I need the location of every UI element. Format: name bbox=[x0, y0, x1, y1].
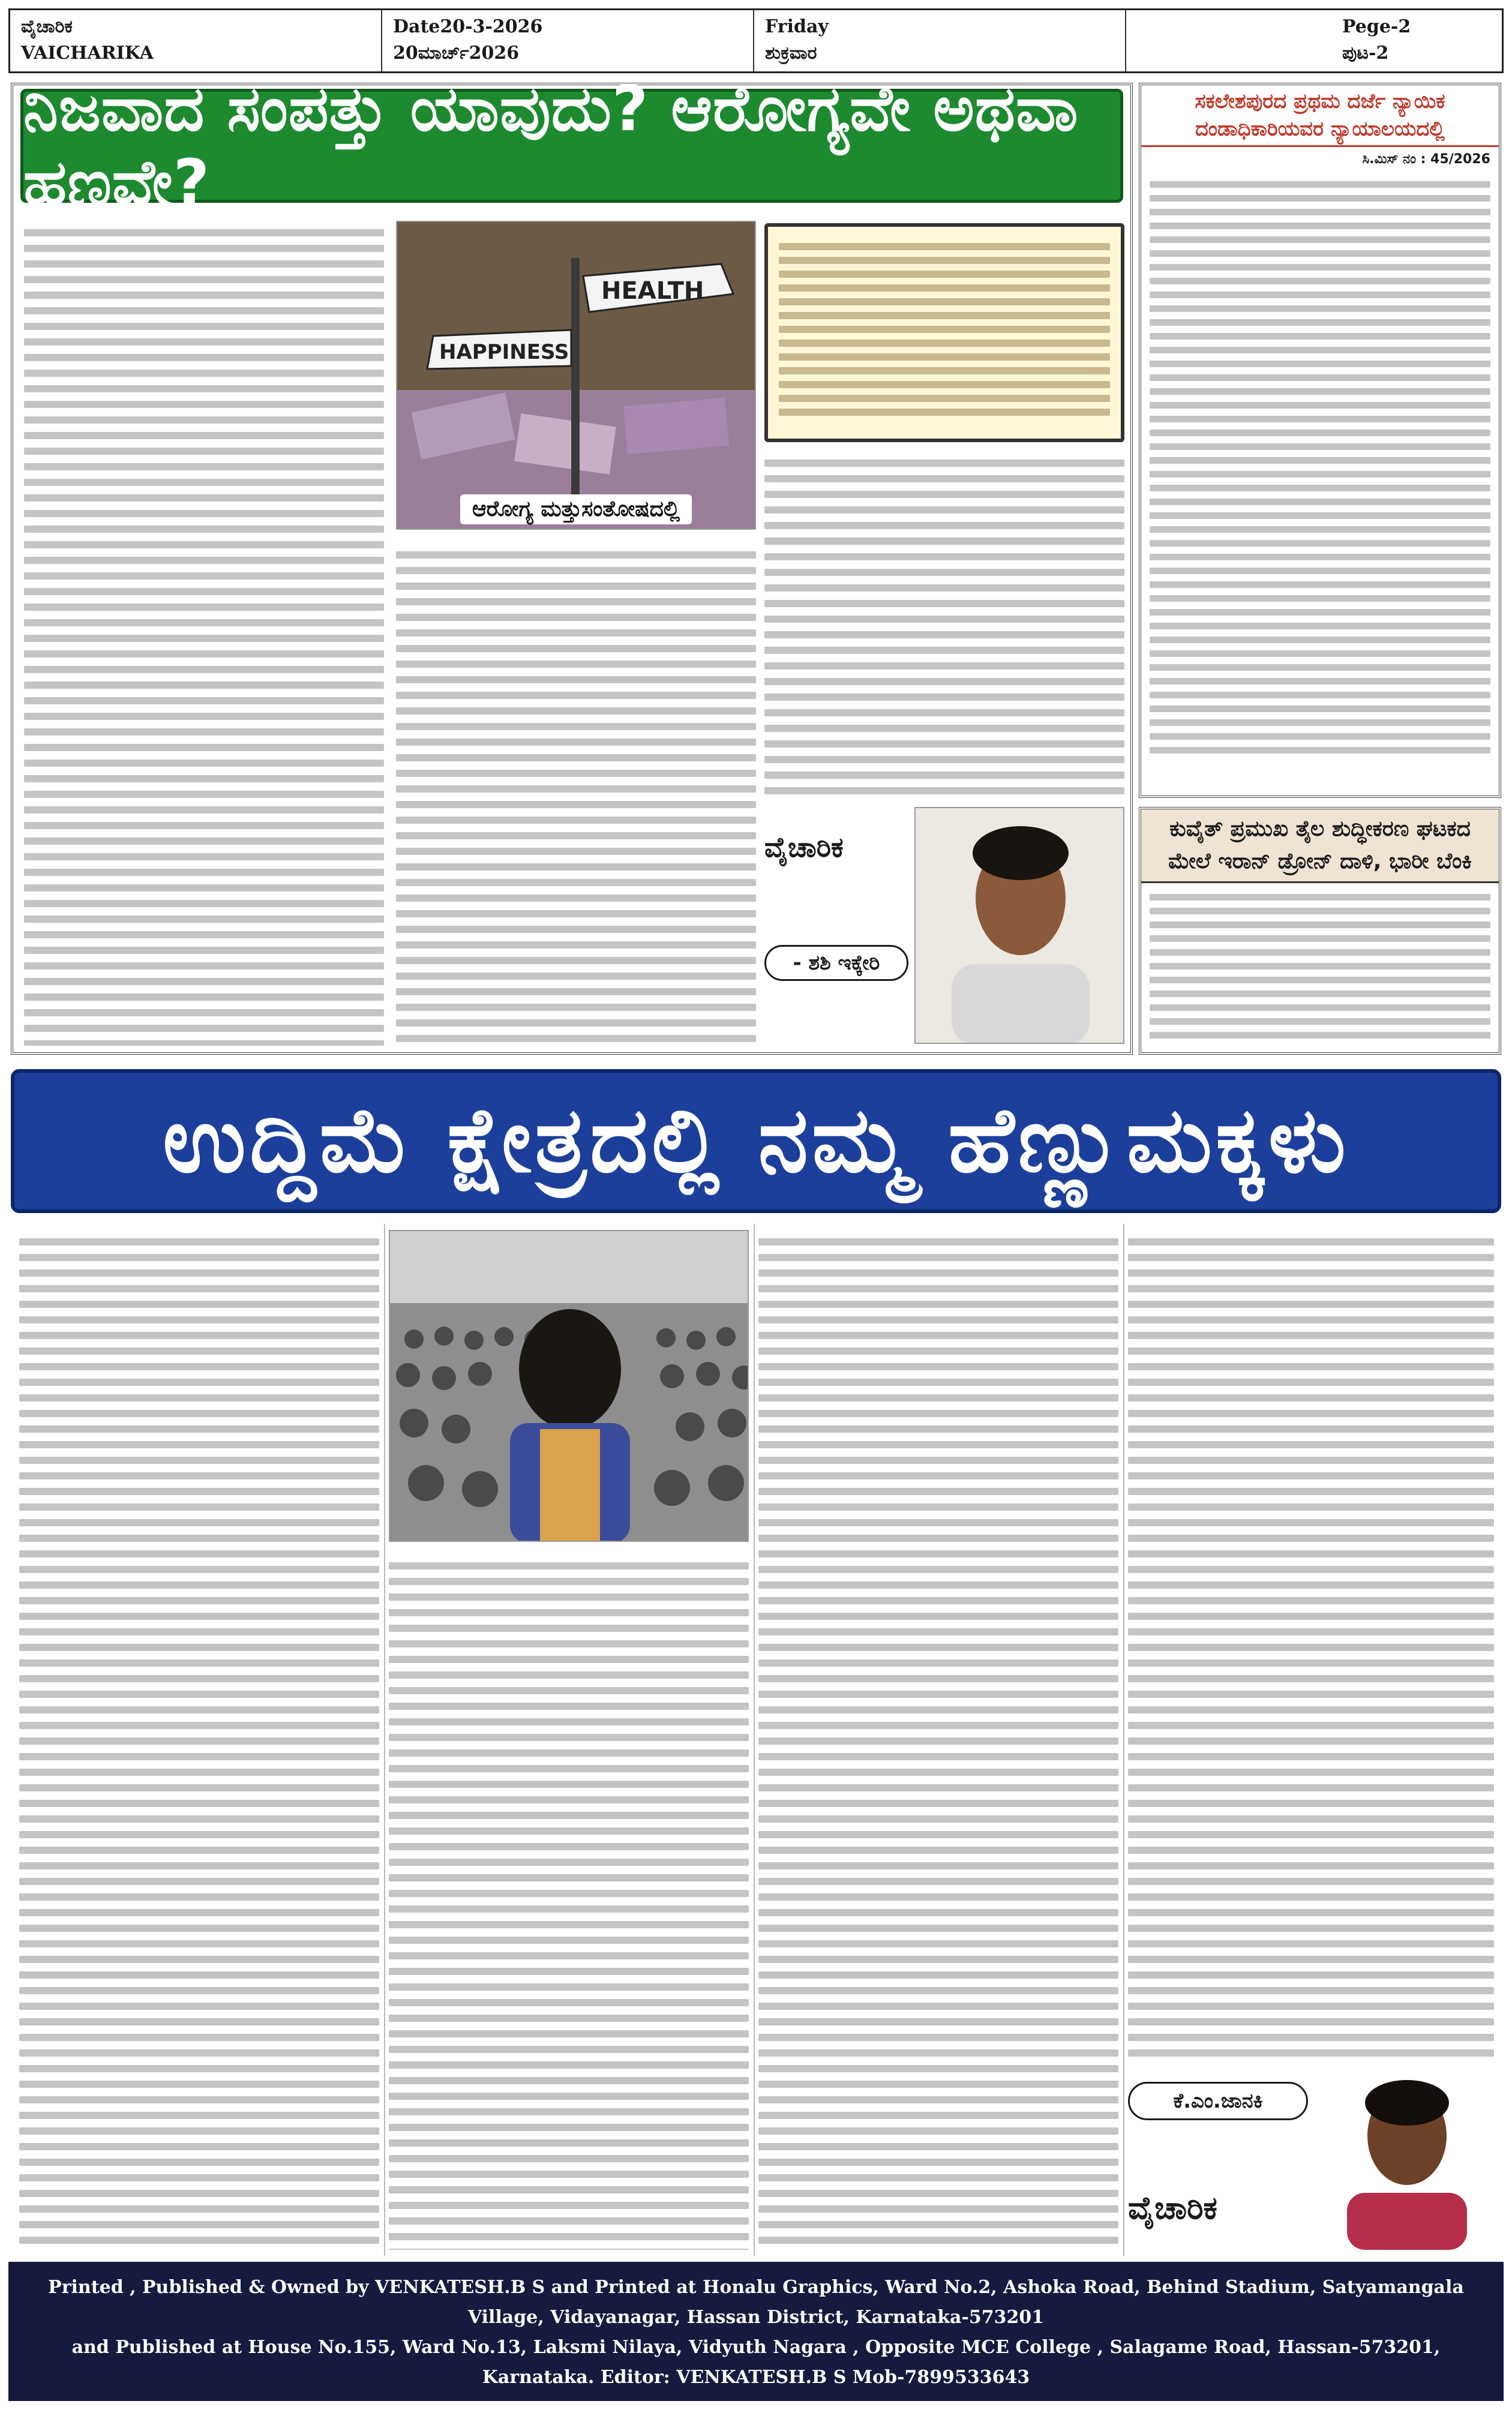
article2-col4 bbox=[1128, 1230, 1494, 2064]
masthead-date-cell bbox=[382, 10, 754, 71]
article2-col1 bbox=[19, 1230, 379, 2250]
masthead bbox=[8, 8, 1504, 73]
crowd-illustration bbox=[390, 1231, 749, 1542]
notice-title-line1: ಸಕಲೇಶಪುರದ ಪ್ರಥಮ ದರ್ಜೆ ನ್ಯಾಯಿಕ bbox=[1195, 89, 1445, 113]
article2-author-brand: ವೈಚಾರಿಕ bbox=[1128, 2190, 1217, 2226]
legal-notice-body bbox=[1141, 172, 1499, 763]
masthead-page-cell bbox=[1126, 10, 1502, 71]
date-english: Date20-3-2026 bbox=[393, 16, 543, 37]
health-sign-text: HEALTH bbox=[601, 277, 704, 305]
kuwait-title-line1: ಕುವೈತ್ ಪ್ರಮುಖ ತೈಲ ಶುದ್ಧೀಕರಣ ಘಟಕದ bbox=[1169, 817, 1471, 841]
health-happiness-image bbox=[396, 221, 756, 530]
masthead-day-cell bbox=[754, 10, 1126, 71]
day-kannada: ಶುಕ್ರವಾರ bbox=[765, 43, 817, 64]
article1-author-photo bbox=[914, 807, 1124, 1044]
article1-col3 bbox=[764, 451, 1124, 796]
date-kannada: 20ಮಾರ್ಚ್2026 bbox=[393, 43, 520, 64]
footer-line1: Printed , Published & Owned by VENKATESH.B S and Printed at Honalu Graphics, Ward No.2, Ashoka Road, Behind Stadium, Satyamangala Village, Vidayanagar, Hassan District, Karnataka-573201 bbox=[48, 2277, 1464, 2328]
day-english: Friday bbox=[765, 16, 829, 37]
footer-line2: and Published at House No.155, Ward No.13, Laksmi Nilaya, Vidyuth Nagara , Opposite MCE College , Salagame Road, Hassan-573201, Karnataka. Editor: VENKATESH.B S Mob-7899533643 bbox=[71, 2337, 1441, 2388]
article1-author-caption: - ಶಶಿ ಇಕ್ಕೇರಿ bbox=[764, 945, 908, 981]
col-divider bbox=[1123, 1224, 1124, 2256]
col-divider bbox=[384, 1224, 385, 2256]
publisher-footer bbox=[8, 2262, 1504, 2401]
women-crowd-photo bbox=[389, 1230, 749, 1542]
highlight-box-body bbox=[768, 227, 1121, 432]
kuwait-news-frame bbox=[1139, 807, 1501, 1055]
kuwait-news-title bbox=[1141, 809, 1499, 883]
notice-case-number: ಸಿ.ಮಿಸ್ ನಂ : 45/2026 bbox=[1362, 152, 1490, 167]
article1-headline-text: ನಿಜವಾದ ಸಂಪತ್ತು ಯಾವುದು? ಆರೋಗ್ಯವೇ ಅಥವಾ ಹಣವೇ? bbox=[23, 72, 1079, 219]
kuwait-news-body bbox=[1141, 883, 1499, 1049]
masthead-title-cell bbox=[10, 10, 382, 71]
article2-author-block bbox=[1128, 2070, 1494, 2250]
author-portrait bbox=[916, 808, 1124, 1044]
article2-headline-text: ಉದ್ದಿಮೆ ಕ್ಷೇತ್ರದಲ್ಲಿ ನಮ್ಮ ಹೆಣ್ಣುಮಕ್ಕಳು bbox=[163, 1088, 1349, 1193]
article1-highlight-box bbox=[764, 223, 1124, 442]
health-image-caption: ಆರೋಗ್ಯ ಮತ್ತುಸಂತೋಷದಲ್ಲಿ bbox=[460, 494, 692, 524]
article2-author-caption: ಕೆ.ಎಂ.ಜಾನಕಿ bbox=[1128, 2082, 1308, 2120]
article1-col2 bbox=[396, 543, 756, 1046]
legal-notice-title bbox=[1141, 85, 1499, 147]
article1-author-block bbox=[764, 807, 1124, 1044]
article2-headline bbox=[11, 1069, 1501, 1213]
legal-notice-frame bbox=[1139, 83, 1501, 798]
health-image-caption-bar bbox=[396, 489, 756, 530]
article2-col3 bbox=[758, 1230, 1118, 2250]
col-divider bbox=[754, 1224, 755, 2256]
page-number-english: Pege-2 bbox=[1342, 16, 1411, 37]
page-number-kannada: ಪುಟ-2 bbox=[1342, 43, 1389, 64]
paper-name-kannada: ವೈಚಾರಿಕ bbox=[21, 16, 73, 37]
author-block-brand: ವೈಚಾರಿಕ bbox=[764, 831, 844, 863]
article2-author-photo bbox=[1320, 2070, 1494, 2250]
health-happiness-illustration bbox=[397, 222, 756, 530]
kuwait-title-line2: ಮೇಲೆ ಇರಾನ್ ಡ್ರೋನ್ ದಾಳಿ, ಭಾರೀ ಬೆಂಕಿ bbox=[1168, 849, 1472, 874]
article1-col1 bbox=[24, 221, 384, 1046]
article1-headline bbox=[20, 72, 1123, 219]
notice-title-line2: ದಂಡಾಧಿಕಾರಿಯವರ ನ್ಯಾಯಾಲಯದಲ್ಲಿ bbox=[1195, 117, 1445, 141]
paper-name-english: VAICHARIKA bbox=[21, 43, 154, 64]
article2-col2 bbox=[389, 1554, 749, 2250]
happiness-sign-text: HAPPINESS bbox=[439, 340, 569, 364]
author-portrait-2 bbox=[1320, 2070, 1494, 2250]
